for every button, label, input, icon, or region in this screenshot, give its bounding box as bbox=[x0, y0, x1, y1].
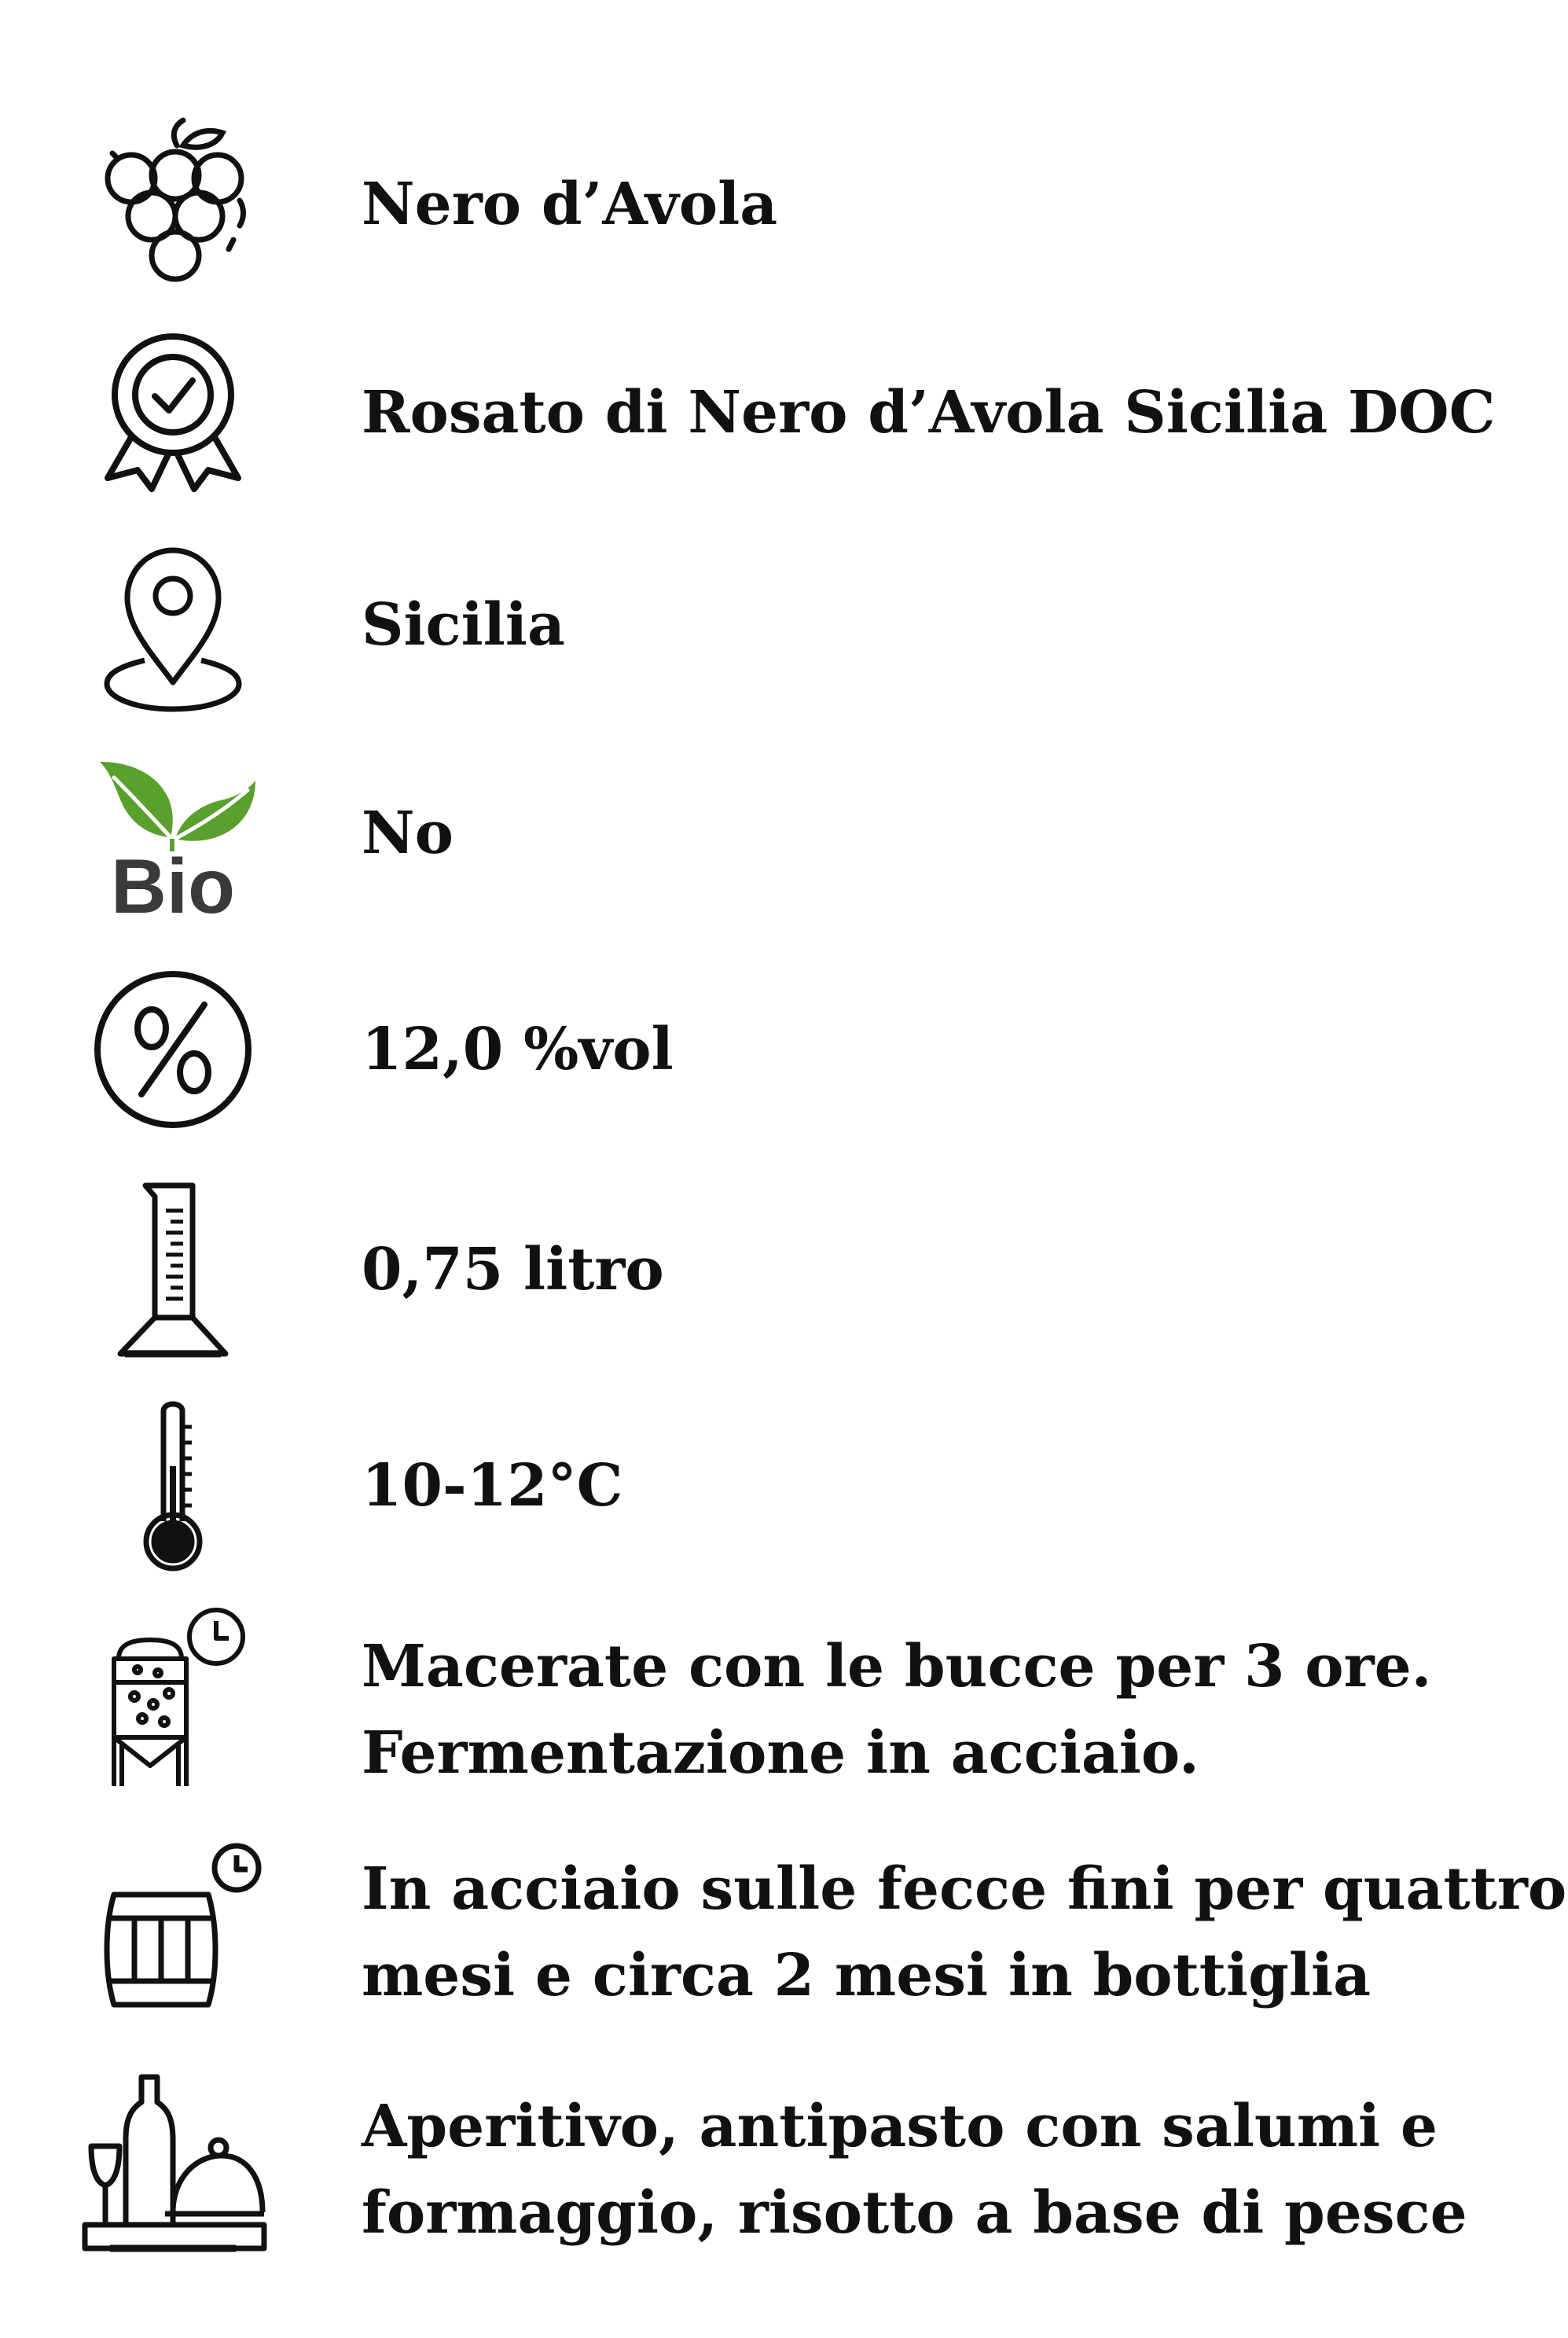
aging-line-1: In acciaio sulle fecce fini per quattro bbox=[362, 1855, 1567, 1923]
region-line-1: Sicilia bbox=[362, 591, 565, 659]
volume-text bbox=[362, 1226, 1540, 1313]
region-text bbox=[362, 582, 1540, 668]
food-pairing-line-1: Aperitivo, antipasto con salumi e bbox=[362, 2093, 1438, 2160]
alcohol-line-1: 12,0 %vol bbox=[362, 1016, 674, 1083]
fermentation-tank-icon bbox=[79, 1604, 267, 1792]
food-pairing-icon bbox=[79, 2068, 267, 2256]
thermometer-icon bbox=[79, 1395, 267, 1576]
award-badge-icon bbox=[79, 330, 267, 495]
organic-text bbox=[362, 790, 1540, 877]
bio-leaf-icon bbox=[79, 751, 267, 924]
percent-icon bbox=[79, 967, 267, 1132]
aging-text bbox=[362, 1846, 1567, 2019]
appellation-text bbox=[362, 369, 1540, 456]
bio-logo-text: Bio bbox=[111, 843, 235, 924]
vinification-text bbox=[362, 1623, 1540, 1796]
grape-variety-text bbox=[362, 161, 1540, 248]
vinification-line-1: Macerate con le bucce per 3 ore. bbox=[362, 1633, 1432, 1700]
appellation-line-1: Rosato di Nero d’Avola Sicilia DOC bbox=[362, 379, 1496, 447]
temperature-text bbox=[362, 1443, 1540, 1529]
aging-line-2: mesi e circa 2 mesi in bottiglia bbox=[362, 1942, 1372, 2009]
temperature-line-1: 10-12°C bbox=[362, 1452, 623, 1520]
barrel-clock-icon bbox=[79, 1840, 267, 2020]
alcohol-text bbox=[362, 1006, 1540, 1093]
organic-line-1: No bbox=[362, 800, 454, 867]
grape-variety-line-1: Nero d’Avola bbox=[362, 171, 778, 238]
measuring-cylinder-icon bbox=[79, 1179, 267, 1360]
food-pairing-text bbox=[362, 2083, 1540, 2256]
volume-line-1: 0,75 litro bbox=[362, 1236, 664, 1303]
grape-icon bbox=[79, 114, 267, 295]
location-pin-icon bbox=[79, 542, 267, 715]
vinification-line-2: Fermentazione in acciaio. bbox=[362, 1719, 1199, 1787]
food-pairing-line-2: formaggio, risotto a base di pesce bbox=[362, 2179, 1467, 2247]
